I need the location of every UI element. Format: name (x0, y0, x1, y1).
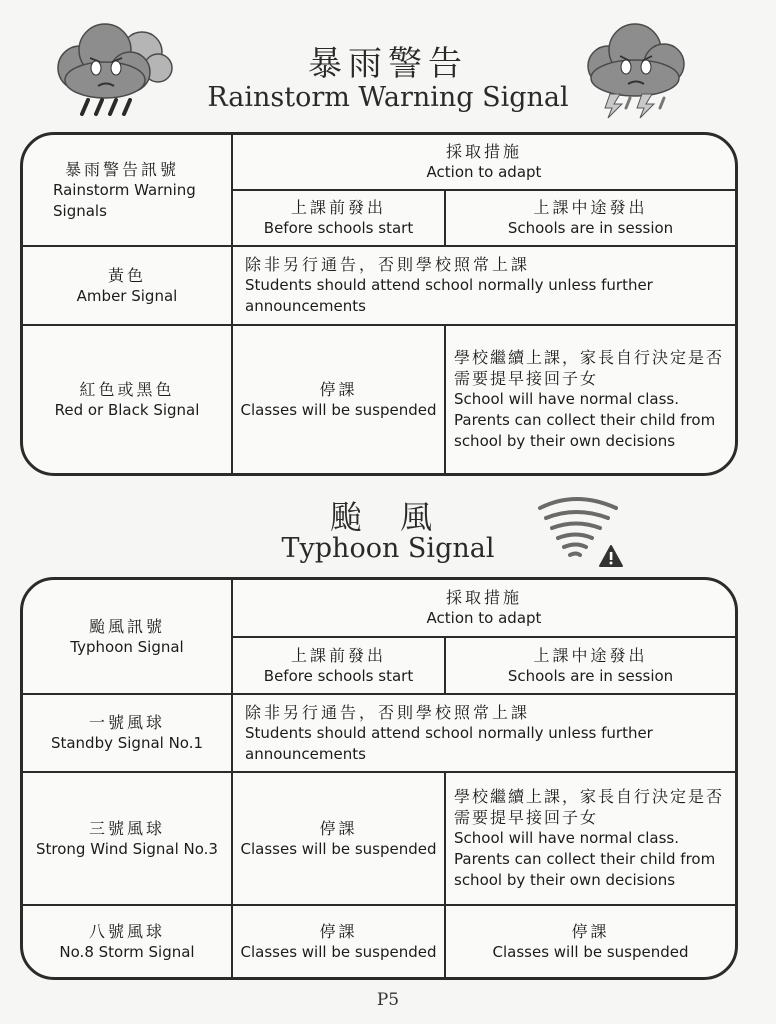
header-action-zh: 採取措施 (445, 588, 522, 607)
header-signal-cell (23, 135, 231, 245)
page-number: P5 (376, 990, 400, 1010)
action-cell-amber (233, 247, 735, 324)
before-cell-no3 (233, 773, 444, 904)
before-red-black-zh: 停課 (319, 379, 358, 399)
header-signal-zh: 颱風訊號 (88, 616, 165, 636)
signal-no3-en: Strong Wind Signal No.3 (36, 839, 218, 858)
typhoon-warning-icon (534, 490, 624, 570)
action-amber-en: Students should attend school normally unless further announcements (245, 276, 653, 315)
signal-no3-zh: 三號風球 (88, 818, 165, 838)
signal-amber-en: Amber Signal (76, 286, 178, 305)
during-no3-zh: 學校繼續上課，家長自行決定是否需要提早接回子女 (454, 787, 725, 827)
header-signal-zh: 暴雨警告訊號 (65, 159, 180, 179)
header-before-zh: 上課前發出 (290, 198, 386, 217)
action-no1-en: Students should attend school normally unless further announcements (245, 723, 653, 763)
signal-no8-zh: 八號風球 (88, 921, 165, 941)
signal-no1-en: Standby Signal No.1 (50, 734, 204, 752)
header-action-en: Action to adapt (426, 163, 542, 181)
signal-cell-red-black (23, 326, 231, 473)
rainstorm-title-en: Rainstorm Warning Signal (207, 82, 569, 113)
during-red-black-zh: 學校繼續上課，家長自行決定是否需要提早接回子女 (454, 348, 725, 388)
header-signal-en: Typhoon Signal (70, 637, 184, 656)
action-amber-zh: 除非另行通告，否則學校照常上課 (245, 255, 531, 274)
header-during-cell (446, 191, 735, 245)
rainstorm-title-zh: 暴雨警告 (308, 44, 468, 84)
header-before-en: Before schools start (263, 219, 414, 237)
action-no1-zh: 除非另行通告，否則學校照常上課 (245, 702, 531, 722)
header-during-zh: 上課中途發出 (533, 198, 648, 217)
header-before-en: Before schools start (263, 666, 414, 685)
signal-cell-no3 (23, 773, 231, 904)
header-during-en: Schools are in session (507, 219, 674, 237)
header-during-zh: 上課中途發出 (533, 645, 648, 665)
signal-cell-amber (23, 247, 231, 324)
header-before-cell (233, 638, 444, 693)
typhoon-title-zh: 颱 風 (329, 498, 447, 536)
during-cell-no3 (446, 773, 735, 904)
before-red-black-en: Classes will be suspended (240, 400, 437, 419)
typhoon-title-en: Typhoon Signal (281, 533, 495, 564)
before-no3-en: Classes will be suspended (240, 839, 437, 858)
header-action-cell (233, 135, 735, 189)
during-no8-en: Classes will be suspended (492, 942, 689, 961)
header-action-en: Action to adapt (426, 609, 542, 627)
before-no8-en: Classes will be suspended (240, 942, 437, 961)
typhoon-table (20, 577, 738, 980)
header-before-zh: 上課前發出 (290, 645, 386, 665)
header-action-zh: 採取措施 (445, 142, 522, 161)
signal-cell-no1 (23, 695, 231, 771)
before-cell-red-black (233, 326, 444, 473)
before-no3-zh: 停課 (319, 818, 358, 838)
action-cell-no1 (233, 695, 735, 771)
signal-cell-no8 (23, 906, 231, 977)
during-cell-red-black (446, 326, 735, 473)
header-during-cell (446, 638, 735, 693)
signal-amber-zh: 黃色 (107, 265, 146, 285)
during-cell-no8 (446, 906, 735, 977)
during-no8-zh: 停課 (571, 921, 610, 941)
rainstorm-table (20, 132, 738, 476)
header-signal-cell (23, 580, 231, 693)
header-action-cell (233, 580, 735, 636)
header-during-en: Schools are in session (507, 666, 674, 685)
before-cell-no8 (233, 906, 444, 977)
header-signal-en: Rainstorm Warning Signals (53, 180, 196, 220)
signal-red-black-zh: 紅色或黑色 (79, 379, 175, 399)
before-no8-zh: 停課 (319, 921, 358, 941)
signal-no1-zh: 一號風球 (88, 713, 165, 732)
during-red-black-en: School will have normal class. Parents can collect their child from school by their own decisions (454, 390, 716, 450)
during-no3-en: School will have normal class. Parents can collect their child from school by their own decisions (454, 829, 716, 889)
signal-red-black-en: Red or Black Signal (54, 400, 200, 419)
signal-no8-en: No.8 Storm Signal (59, 942, 195, 961)
header-before-cell (233, 191, 444, 245)
